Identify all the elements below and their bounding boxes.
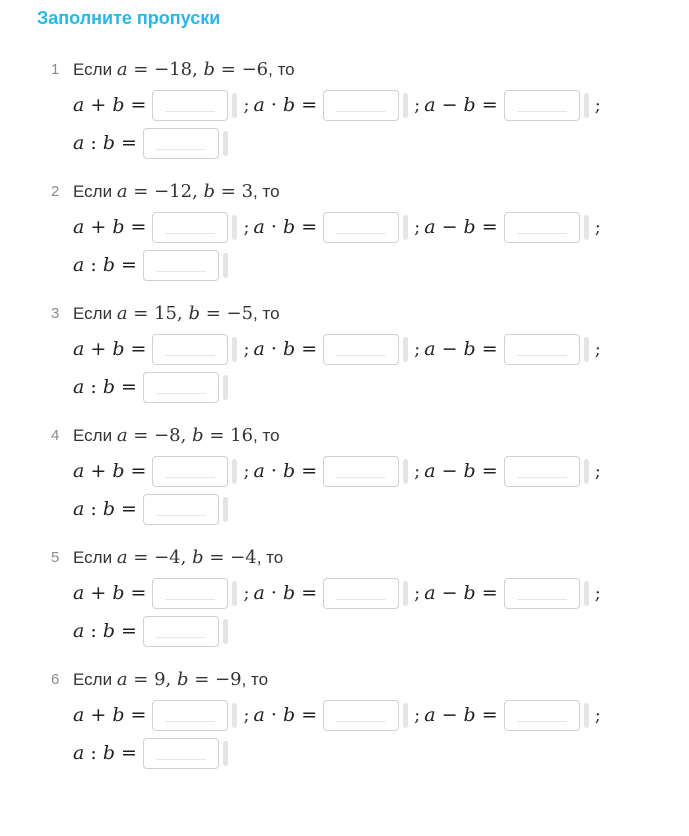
difference-input[interactable] — [504, 578, 580, 609]
condition-if-label: Если — [73, 426, 113, 445]
quotient-input[interactable] — [143, 494, 219, 525]
quotient-drag-handle[interactable] — [223, 619, 228, 644]
product-expression: a · b = — [253, 94, 318, 116]
sum-drag-handle[interactable] — [232, 93, 237, 118]
difference-drag-handle[interactable] — [584, 581, 589, 606]
condition-then-label: , то — [241, 670, 269, 689]
eq-sign: = — [127, 547, 155, 568]
eq-sign: = — [127, 425, 155, 446]
product-drag-handle[interactable] — [403, 581, 408, 606]
var-a: a — [116, 669, 128, 690]
sum-expression: a + b = — [73, 704, 147, 726]
product-input[interactable] — [323, 212, 399, 243]
value-a: 15 — [154, 303, 177, 324]
condition-if-label: Если — [73, 548, 113, 567]
var-b: b — [188, 303, 200, 324]
var-b: b — [176, 669, 189, 690]
task-condition — [73, 546, 283, 570]
eq-sign: = — [127, 59, 155, 80]
product-input[interactable] — [323, 700, 399, 731]
quotient-expression: a : b = — [73, 376, 137, 398]
task-number: 6 — [51, 671, 60, 688]
condition-if-label: Если — [73, 304, 113, 323]
quotient-expression: a : b = — [73, 742, 137, 764]
var-b: b — [192, 425, 204, 446]
page-title: Заполните пропуски — [37, 8, 221, 28]
var-a: a — [116, 303, 128, 324]
task-item — [0, 424, 689, 544]
sum-drag-handle[interactable] — [232, 337, 237, 362]
task-item — [0, 546, 689, 666]
difference-expression: a − b = — [424, 704, 498, 726]
value-a: −4 — [154, 547, 181, 568]
eq-sign: = — [199, 303, 227, 324]
separator: ; — [414, 582, 421, 604]
difference-expression: a − b = — [424, 94, 498, 116]
sum-drag-handle[interactable] — [232, 703, 237, 728]
comma: , — [192, 181, 204, 202]
sum-input[interactable] — [152, 90, 228, 121]
condition-then-label: , то — [256, 548, 284, 567]
separator: ; — [594, 216, 601, 238]
product-expression: a · b = — [253, 338, 318, 360]
product-expression: a · b = — [253, 460, 318, 482]
quotient-expression: a : b = — [73, 132, 137, 154]
separator: ; — [414, 704, 421, 726]
eq-sign: = — [215, 181, 242, 202]
task-condition — [73, 180, 280, 204]
quotient-drag-handle[interactable] — [223, 375, 228, 400]
task-item — [0, 302, 689, 422]
value-b: −5 — [226, 303, 254, 324]
quotient-expression: a : b = — [73, 620, 137, 642]
value-a: −18 — [154, 59, 193, 80]
product-drag-handle[interactable] — [403, 337, 408, 362]
eq-sign: = — [127, 181, 155, 202]
difference-drag-handle[interactable] — [584, 459, 589, 484]
separator: ; — [243, 94, 250, 116]
comma: , — [180, 425, 193, 446]
separator: ; — [594, 704, 601, 726]
sum-input[interactable] — [152, 212, 228, 243]
product-drag-handle[interactable] — [403, 215, 408, 240]
separator: ; — [414, 94, 421, 116]
quotient-input[interactable] — [143, 128, 219, 159]
task-number: 4 — [51, 427, 60, 444]
sum-expression: a + b = — [73, 338, 147, 360]
sum-expression: a + b = — [73, 94, 147, 116]
quotient-input[interactable] — [143, 616, 219, 647]
difference-input[interactable] — [504, 334, 580, 365]
condition-then-label: , то — [253, 304, 280, 323]
quotient-drag-handle[interactable] — [223, 497, 228, 522]
quotient-input[interactable] — [143, 372, 219, 403]
separator: ; — [243, 338, 250, 360]
task-number: 1 — [51, 61, 60, 78]
difference-expression: a − b = — [424, 460, 498, 482]
separator: ; — [594, 460, 601, 482]
separator: ; — [243, 582, 250, 604]
product-drag-handle[interactable] — [403, 93, 408, 118]
comma: , — [192, 59, 204, 80]
task-condition — [73, 58, 295, 82]
answer-row-2 — [73, 614, 234, 648]
value-b: 3 — [241, 181, 254, 202]
value-b: 16 — [230, 425, 254, 446]
answer-row-2 — [73, 736, 234, 770]
sum-expression: a + b = — [73, 582, 147, 604]
condition-then-label: , то — [268, 60, 295, 79]
sum-expression: a + b = — [73, 460, 147, 482]
difference-drag-handle[interactable] — [584, 93, 589, 118]
condition-if-label: Если — [73, 182, 113, 201]
sum-input[interactable] — [152, 578, 228, 609]
comma: , — [176, 303, 189, 324]
difference-expression: a − b = — [424, 216, 498, 238]
value-a: −12 — [154, 181, 193, 202]
sum-expression: a + b = — [73, 216, 147, 238]
eq-sign: = — [215, 59, 242, 80]
answer-row-1 — [73, 210, 605, 244]
var-b: b — [203, 59, 216, 80]
difference-input[interactable] — [504, 700, 580, 731]
sum-input[interactable] — [152, 456, 228, 487]
quotient-drag-handle[interactable] — [223, 131, 228, 156]
difference-expression: a − b = — [424, 338, 498, 360]
answer-row-1 — [73, 698, 605, 732]
value-b: −4 — [230, 547, 257, 568]
value-a: 9 — [154, 669, 166, 690]
answer-row-2 — [73, 492, 234, 526]
product-input[interactable] — [323, 456, 399, 487]
condition-then-label: , то — [253, 182, 280, 201]
var-a: a — [116, 547, 128, 568]
product-expression: a · b = — [253, 582, 318, 604]
answer-row-1 — [73, 454, 605, 488]
eq-sign: = — [203, 547, 231, 568]
quotient-drag-handle[interactable] — [223, 253, 228, 278]
sum-input[interactable] — [152, 334, 228, 365]
answer-row-1 — [73, 88, 605, 122]
separator: ; — [243, 704, 250, 726]
task-condition — [73, 302, 280, 326]
var-a: a — [116, 59, 128, 80]
task-item — [0, 58, 689, 178]
quotient-expression: a : b = — [73, 254, 137, 276]
task-condition — [73, 424, 280, 448]
condition-if-label: Если — [73, 60, 113, 79]
quotient-input[interactable] — [143, 738, 219, 769]
var-a: a — [116, 181, 128, 202]
sum-drag-handle[interactable] — [232, 459, 237, 484]
eq-sign: = — [127, 669, 155, 690]
value-b: −9 — [215, 669, 242, 690]
product-drag-handle[interactable] — [403, 459, 408, 484]
var-b: b — [192, 547, 204, 568]
answer-row-2 — [73, 370, 234, 404]
task-number: 2 — [51, 183, 60, 200]
condition-if-label: Если — [73, 670, 113, 689]
separator: ; — [594, 94, 601, 116]
product-expression: a · b = — [253, 704, 318, 726]
answer-row-2 — [73, 126, 234, 160]
answer-row-1 — [73, 332, 605, 366]
eq-sign: = — [203, 425, 231, 446]
var-a: a — [116, 425, 128, 446]
sum-drag-handle[interactable] — [232, 581, 237, 606]
value-b: −6 — [241, 59, 269, 80]
eq-sign: = — [188, 669, 216, 690]
product-drag-handle[interactable] — [403, 703, 408, 728]
difference-drag-handle[interactable] — [584, 215, 589, 240]
quotient-expression: a : b = — [73, 498, 137, 520]
product-input[interactable] — [323, 334, 399, 365]
task-condition — [73, 668, 268, 692]
sum-drag-handle[interactable] — [232, 215, 237, 240]
answer-row-1 — [73, 576, 605, 610]
var-b: b — [203, 181, 216, 202]
task-item — [0, 180, 689, 300]
difference-input[interactable] — [504, 456, 580, 487]
difference-drag-handle[interactable] — [584, 703, 589, 728]
answer-row-2 — [73, 248, 234, 282]
difference-drag-handle[interactable] — [584, 337, 589, 362]
separator: ; — [243, 460, 250, 482]
sum-input[interactable] — [152, 700, 228, 731]
separator: ; — [594, 338, 601, 360]
difference-input[interactable] — [504, 212, 580, 243]
product-input[interactable] — [323, 90, 399, 121]
value-a: −8 — [154, 425, 181, 446]
task-item — [0, 668, 689, 788]
quotient-drag-handle[interactable] — [223, 741, 228, 766]
eq-sign: = — [127, 303, 155, 324]
separator: ; — [414, 460, 421, 482]
difference-input[interactable] — [504, 90, 580, 121]
comma: , — [180, 547, 193, 568]
product-input[interactable] — [323, 578, 399, 609]
task-number: 5 — [51, 549, 60, 566]
product-expression: a · b = — [253, 216, 318, 238]
separator: ; — [414, 216, 421, 238]
separator: ; — [243, 216, 250, 238]
difference-expression: a − b = — [424, 582, 498, 604]
separator: ; — [594, 582, 601, 604]
task-number: 3 — [51, 305, 60, 322]
condition-then-label: , то — [253, 426, 280, 445]
comma: , — [165, 669, 177, 690]
quotient-input[interactable] — [143, 250, 219, 281]
separator: ; — [414, 338, 421, 360]
